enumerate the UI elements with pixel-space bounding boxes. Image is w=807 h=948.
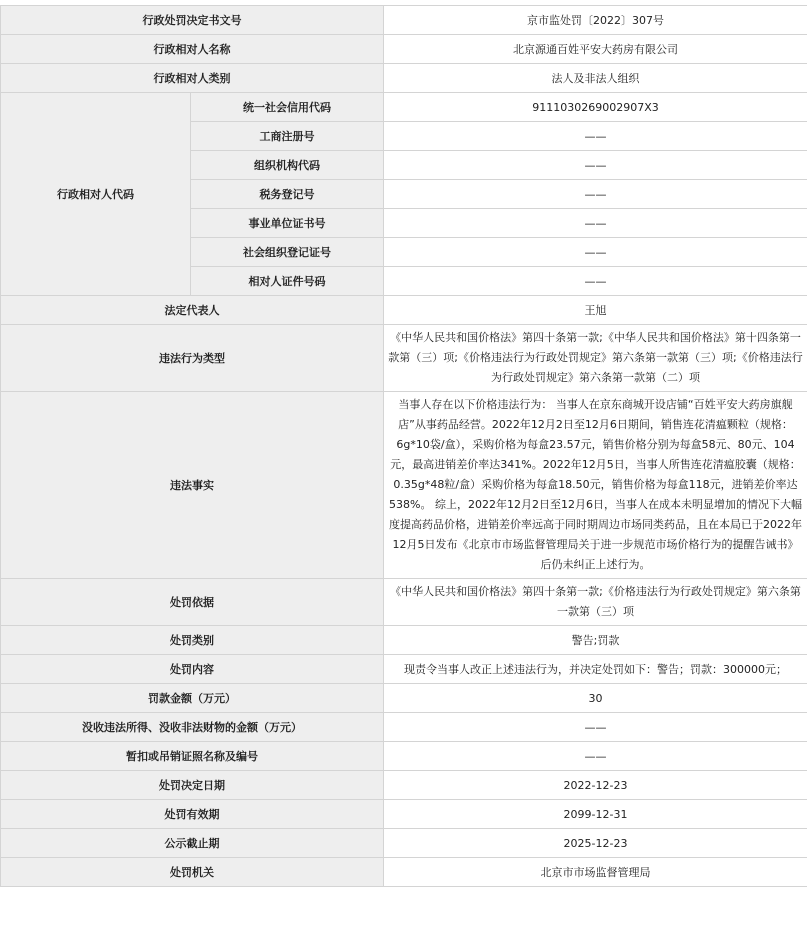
row-legal-rep [1, 296, 807, 325]
row-credit-code [1, 93, 807, 122]
org-code-label: 组织机构代码 [191, 151, 384, 180]
business-reg-label: 工商注册号 [191, 122, 384, 151]
legal-rep-value: 王旭 [384, 296, 807, 325]
penalty-content-value: 现责令当事人改正上述违法行为，并决定处罚如下：警告；罚款：300000元； [384, 655, 807, 684]
row-violation-type [1, 325, 807, 392]
doc-no-label: 行政处罚决定书文号 [1, 6, 384, 35]
valid-until-label: 处罚有效期 [1, 800, 384, 829]
tax-reg-value: —— [384, 180, 807, 209]
violation-type-value: 《中华人民共和国价格法》第四十条第一款;《中华人民共和国价格法》第十四条第一款第（三）项;《价格违法行为行政处罚规定》第六条第一款第（三）项;《价格违法行为行政处罚规定》第六条第一款第（二）项 [384, 325, 807, 392]
institution-cert-value: —— [384, 209, 807, 238]
row-license [1, 742, 807, 771]
confiscation-value: —— [384, 713, 807, 742]
legal-rep-label: 法定代表人 [1, 296, 384, 325]
valid-until-value: 2099-12-31 [384, 800, 807, 829]
party-code-label: 行政相对人代码 [1, 93, 191, 296]
tax-reg-label: 税务登记号 [191, 180, 384, 209]
violation-facts-label: 违法事实 [1, 392, 384, 579]
row-confiscation [1, 713, 807, 742]
credit-code-value: 911103026900290‌7X3 [384, 93, 807, 122]
penalty-basis-label: 处罚依据 [1, 579, 384, 626]
row-doc-no [1, 6, 807, 35]
fine-amount-label: 罚款金额（万元） [1, 684, 384, 713]
row-valid-until [1, 800, 807, 829]
row-penalty-content [1, 655, 807, 684]
row-decision-date [1, 771, 807, 800]
org-code-value: —— [384, 151, 807, 180]
row-party-name [1, 35, 807, 64]
authority-value: 北京市市场监督管理局 [384, 858, 807, 887]
id-number-value: —— [384, 267, 807, 296]
license-value: —— [384, 742, 807, 771]
violation-type-label: 违法行为类型 [1, 325, 384, 392]
penalty-info-table [0, 5, 807, 887]
row-penalty-category [1, 626, 807, 655]
social-org-label: 社会组织登记证号 [191, 238, 384, 267]
row-authority [1, 858, 807, 887]
party-type-label: 行政相对人类别 [1, 64, 384, 93]
publicity-end-label: 公示截止期 [1, 829, 384, 858]
row-fine-amount [1, 684, 807, 713]
row-violation-facts [1, 392, 807, 579]
confiscation-label: 没收违法所得、没收非法财物的金额（万元） [1, 713, 384, 742]
decision-date-value: 2022-12-23 [384, 771, 807, 800]
penalty-category-value: 警告;罚款 [384, 626, 807, 655]
business-reg-value: —— [384, 122, 807, 151]
credit-code-label: 统一社会信用代码 [191, 93, 384, 122]
social-org-value: —— [384, 238, 807, 267]
party-type-value: 法人及非法人组织 [384, 64, 807, 93]
fine-amount-value: 30 [384, 684, 807, 713]
penalty-content-label: 处罚内容 [1, 655, 384, 684]
penalty-basis-value: 《中华人民共和国价格法》第四十条第一款;《价格违法行为行政处罚规定》第六条第一款第（三）项 [384, 579, 807, 626]
row-penalty-basis [1, 579, 807, 626]
doc-no-value: 京市监处罚〔2022〕307号 [384, 6, 807, 35]
party-name-label: 行政相对人名称 [1, 35, 384, 64]
penalty-category-label: 处罚类别 [1, 626, 384, 655]
violation-facts-value: 当事人存在以下价格违法行为： 当事人在京东商城开设店铺“百姓平安大药房旗舰店”从事药品经营。2022年12月2日至12月6日期间，销售连花清瘟颗粒（规格：6g*10袋/盒），采购价格为每盒23.57元，销售价格分别为每盒58元、80元、104元，最高进销差价率达341%。2022年12月5日，当事人所售连花清瘟胶囊（规格：0.35g*48粒/盒）采购价格为每盒18.50元，销售价格为每盒118元，进销差价率达538%。 综上，2022年12月2日至12月6日，当事人在成本未明显增加的情况下大幅度提高药品价格，进销差价率远高于同时期周边市场同类药品，且在本局已于2022年12月5日发布《北京市市场监督管理局关于进一步规范市场价格行为的提醒告诫书》后仍未纠正上述行为。 [384, 392, 807, 579]
institution-cert-label: 事业单位证书号 [191, 209, 384, 238]
row-party-type [1, 64, 807, 93]
id-number-label: 相对人证件号码 [191, 267, 384, 296]
authority-label: 处罚机关 [1, 858, 384, 887]
party-name-value: 北京源通百姓平安大药房有限公司 [384, 35, 807, 64]
row-publicity-end [1, 829, 807, 858]
license-label: 暂扣或吊销证照名称及编号 [1, 742, 384, 771]
decision-date-label: 处罚决定日期 [1, 771, 384, 800]
publicity-end-value: 2025-12-23 [384, 829, 807, 858]
